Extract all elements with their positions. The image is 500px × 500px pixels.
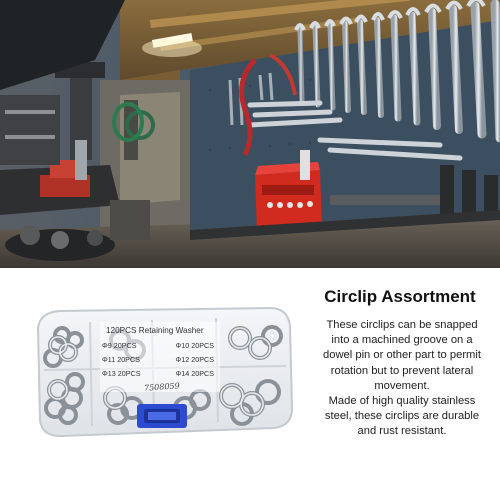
size-label: Φ10 20PCS bbox=[175, 341, 214, 350]
box-label-heading: 120PCS Retaining Washer bbox=[106, 326, 204, 335]
box-label-row-3 bbox=[102, 369, 214, 378]
product-title: Circlip Assortment bbox=[324, 287, 476, 306]
description-paragraph: Made of high quality stainless steel, these circlips are durable and rust resistant. bbox=[324, 395, 480, 438]
box-label-row-1 bbox=[102, 341, 214, 350]
size-label: Φ12 20PCS bbox=[175, 355, 214, 364]
description-paragraph: These circlips can be snapped into a machined groove on a dowel pin or other part to permit rotation but to prevent lateral movement. bbox=[323, 319, 481, 392]
box-clasp bbox=[137, 404, 187, 428]
product-description bbox=[318, 318, 486, 440]
size-label: Φ9 20PCS bbox=[102, 341, 137, 350]
handwritten-code: 7508059 bbox=[143, 381, 180, 393]
size-label: Φ14 20PCS bbox=[175, 369, 214, 378]
circlip-box bbox=[20, 300, 310, 450]
box-label bbox=[102, 326, 222, 393]
size-label: Φ11 20PCS bbox=[102, 355, 140, 364]
box-label-row-2 bbox=[102, 355, 214, 364]
size-label: Φ13 20PCS bbox=[102, 369, 141, 378]
